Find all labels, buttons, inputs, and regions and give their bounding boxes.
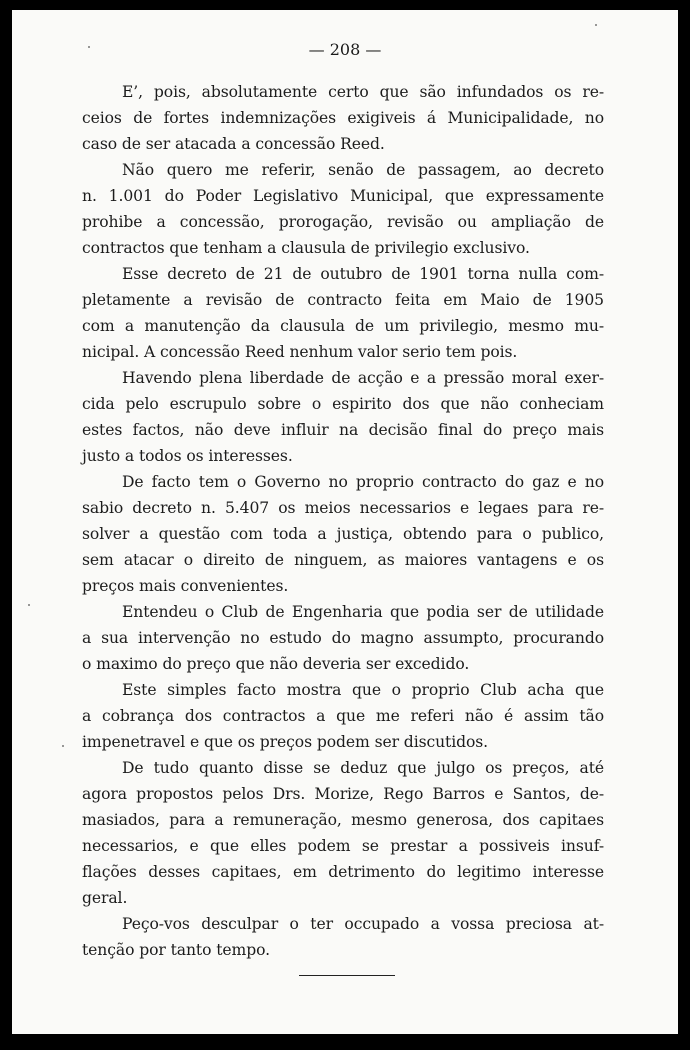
paragraph (82, 911, 604, 963)
text-line: caso de ser atacada a concessão Reed. (82, 135, 385, 153)
text-line: sabio decreto n. 5.407 os meios necessarios e legaes para re- (82, 499, 604, 517)
text-line: justo a todos os interesses. (82, 447, 293, 465)
text-line: De tudo quanto disse se deduz que julgo os preços, até (122, 759, 604, 777)
scan-speck (62, 745, 64, 747)
text-line: estes factos, não deve influir na decisão final do preço mais (82, 421, 604, 439)
text-line: Entendeu o Club de Engenharia que podia ser de utilidade (122, 603, 604, 621)
text-line: flações desses capitaes, em detrimento do legitimo interesse (82, 863, 604, 881)
text-line: cida pelo escrupulo sobre o espirito dos que não conheciam (82, 395, 604, 413)
text-line: De facto tem o Governo no proprio contracto do gaz e no (122, 473, 604, 491)
text-line: geral. (82, 889, 128, 907)
paragraph (82, 599, 604, 677)
text-line: Peço-vos desculpar o ter occupado a vossa preciosa at- (122, 915, 604, 933)
scan-speck (28, 604, 30, 606)
body-text (82, 79, 604, 963)
text-line: prohibe a concessão, prorogação, revisão ou ampliação de (82, 213, 604, 231)
text-line: n. 1.001 do Poder Legislativo Municipal, que expressamente (82, 187, 604, 205)
paragraph (82, 469, 604, 599)
text-line: impenetravel e que os preços podem ser discutidos. (82, 733, 489, 751)
text-line: tenção por tanto tempo. (82, 941, 270, 959)
scan-speck (595, 24, 597, 26)
text-line: o maximo do preço que não deveria ser excedido. (82, 655, 470, 673)
text-line: sem atacar o direito de ninguem, as maiores vantagens e os (82, 551, 604, 569)
text-line: masiados, para a remuneração, mesmo generosa, dos capitaes (82, 811, 604, 829)
text-line: Não quero me referir, senão de passagem, ao decreto (122, 161, 604, 179)
closing-rule (299, 975, 395, 976)
text-line: preços mais convenientes. (82, 577, 289, 595)
text-line: ceios de fortes indemnizações exigiveis á Municipalidade, no (82, 109, 604, 127)
paragraph (82, 157, 604, 261)
text-line: Este simples facto mostra que o proprio Club acha que (122, 681, 604, 699)
text-line: nicipal. A concessão Reed nenhum valor serio tem pois. (82, 343, 518, 361)
text-line: agora propostos pelos Drs. Morize, Rego Barros e Santos, de- (82, 785, 604, 803)
paragraph (82, 677, 604, 755)
text-line: contractos que tenham a clausula de privilegio exclusivo. (82, 239, 530, 257)
text-line: solver a questão com toda a justiça, obtendo para o publico, (82, 525, 604, 543)
text-line: necessarios, e que elles podem se prestar a possiveis insuf- (82, 837, 604, 855)
text-line: pletamente a revisão de contracto feita em Maio de 1905 (82, 291, 604, 309)
paragraph (82, 755, 604, 911)
page-number: — 208 — (308, 40, 382, 59)
text-line: com a manutenção da clausula de um privilegio, mesmo mu- (82, 317, 604, 335)
text-line: E’, pois, absolutamente certo que são infundados os re- (122, 83, 604, 101)
paragraph (82, 261, 604, 365)
text-line: a sua intervenção no estudo do magno assumpto, procurando (82, 629, 604, 647)
text-line: Havendo plena liberdade de acção e a pressão moral exer- (122, 369, 604, 387)
text-line: Esse decreto de 21 de outubro de 1901 torna nulla com- (122, 265, 604, 283)
document-page (12, 10, 678, 1034)
paragraph (82, 365, 604, 469)
paragraph (82, 79, 604, 157)
text-line: a cobrança dos contractos a que me referi não é assim tão (82, 707, 604, 725)
scan-speck (88, 46, 90, 48)
